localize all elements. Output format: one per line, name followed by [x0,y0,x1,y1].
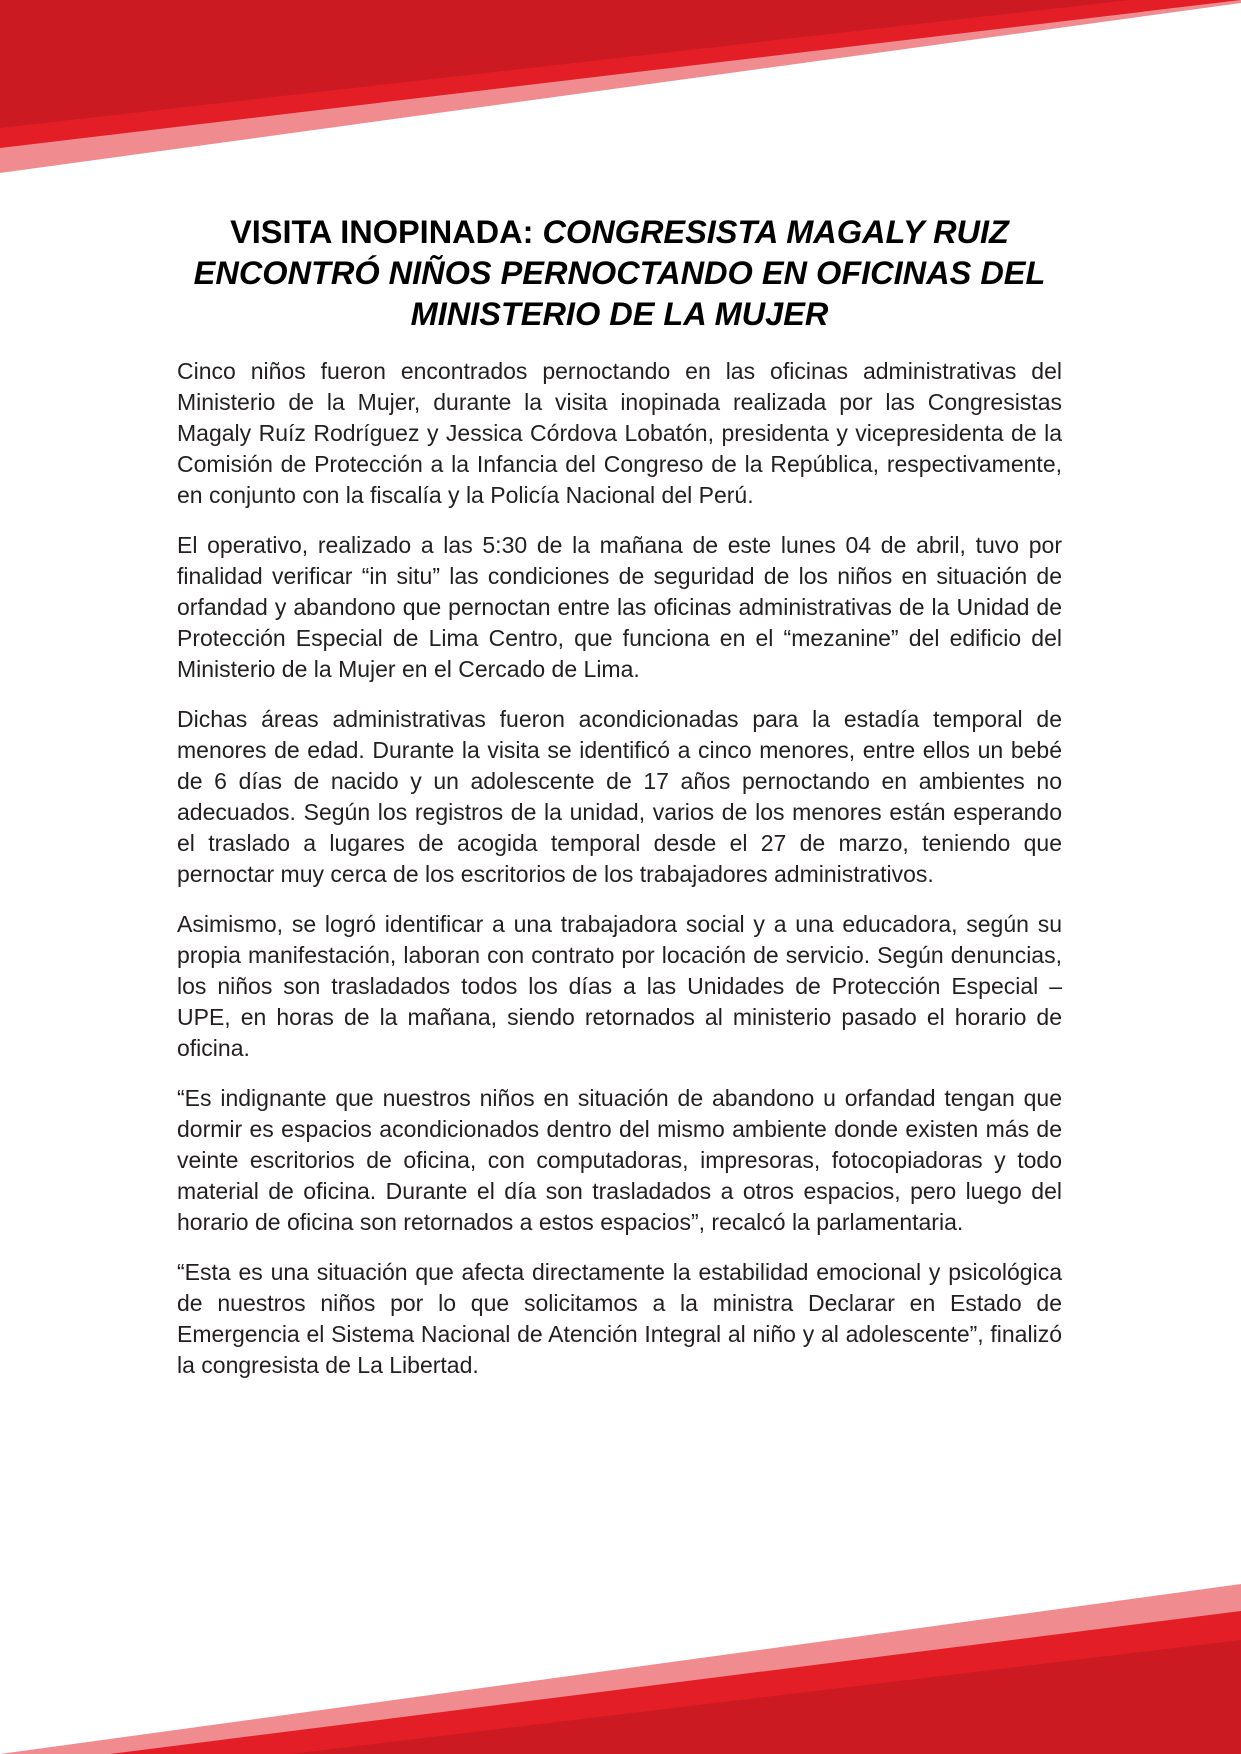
bottom-banner [0,1554,1241,1754]
paragraph: Asimismo, se logró identificar a una trabajadora social y a una educadora, según su propia manifestación, laboran con contrato por locación de servicio. Según denuncias, los niños son trasladados todos los días a las Unidades de Protección Especial – UPE, en horas de la mañana, siendo retornados al ministerio pasado el horario de oficina. [177,911,1062,1061]
paragraph: Dichas áreas administrativas fueron acondicionadas para la estadía temporal de menores de edad. Durante la visita se identificó a cinco menores, entre ellos un bebé de 6 días de nacido y un adolescente de 17 años pernoctando en ambientes no adecuados. Según los registros de la unidad, varios de los menores están esperando el traslado a lugares de acogida temporal desde el 27 de marzo, teniendo que pernoctar muy cerca de los escritorios de los trabajadores administrativos. [177,706,1062,887]
title-plain: VISITA INOPINADA: [230,214,543,250]
paragraph: “Esta es una situación que afecta directamente la estabilidad emocional y psicológica de nuestros niños por lo que solicitamos a la ministra Declarar en Estado de Emergencia el Sistema Nacional de Atención Integral al niño y al adolescente”, finalizó la congresista de La Libertad. [177,1259,1062,1378]
top-banner [0,0,1241,200]
title-italic: CONGRESISTA MAGALY RUIZ ENCONTRÓ NIÑOS PERNOCTANDO EN OFICINAS DEL MINISTERIO DE LA MUJER [193,214,1046,332]
document-title [177,212,1062,335]
document-body [177,212,1062,1400]
top-banner-dark-band [0,0,1130,128]
paragraph: “Es indignante que nuestros niños en situación de abandono u orfandad tengan que dormir es espacios acondicionados dentro del mismo ambiente donde existen más de veinte escritorios de oficina, con computadoras, impresoras, fotocopiadoras y todo material de oficina. Durante el día son trasladados a otros espacios, pero luego del horario de oficina son retornados a estos espacios”, recalcó la parlamentaria. [177,1085,1062,1235]
paragraph: Cinco niños fueron encontrados pernoctando en las oficinas administrativas del Ministerio de la Mujer, durante la visita inopinada realizada por las Congresistas Magaly Ruíz Rodríguez y Jessica Córdova Lobatón, presidenta y vicepresidenta de la Comisión de Protección a la Infancia del Congreso de la República, respectivamente, en conjunto con la fiscalía y la Policía Nacional del Perú. [177,358,1062,508]
paragraph: El operativo, realizado a las 5:30 de la mañana de este lunes 04 de abril, tuvo por finalidad verificar “in situ” las condiciones de seguridad de los niños en situación de orfandad y abandono que pernoctan entre las oficinas administrativas de la Unidad de Protección Especial de Lima Centro, que funciona en el “mezanine” del edificio del Ministerio de la Mujer en el Cercado de Lima. [177,532,1062,682]
